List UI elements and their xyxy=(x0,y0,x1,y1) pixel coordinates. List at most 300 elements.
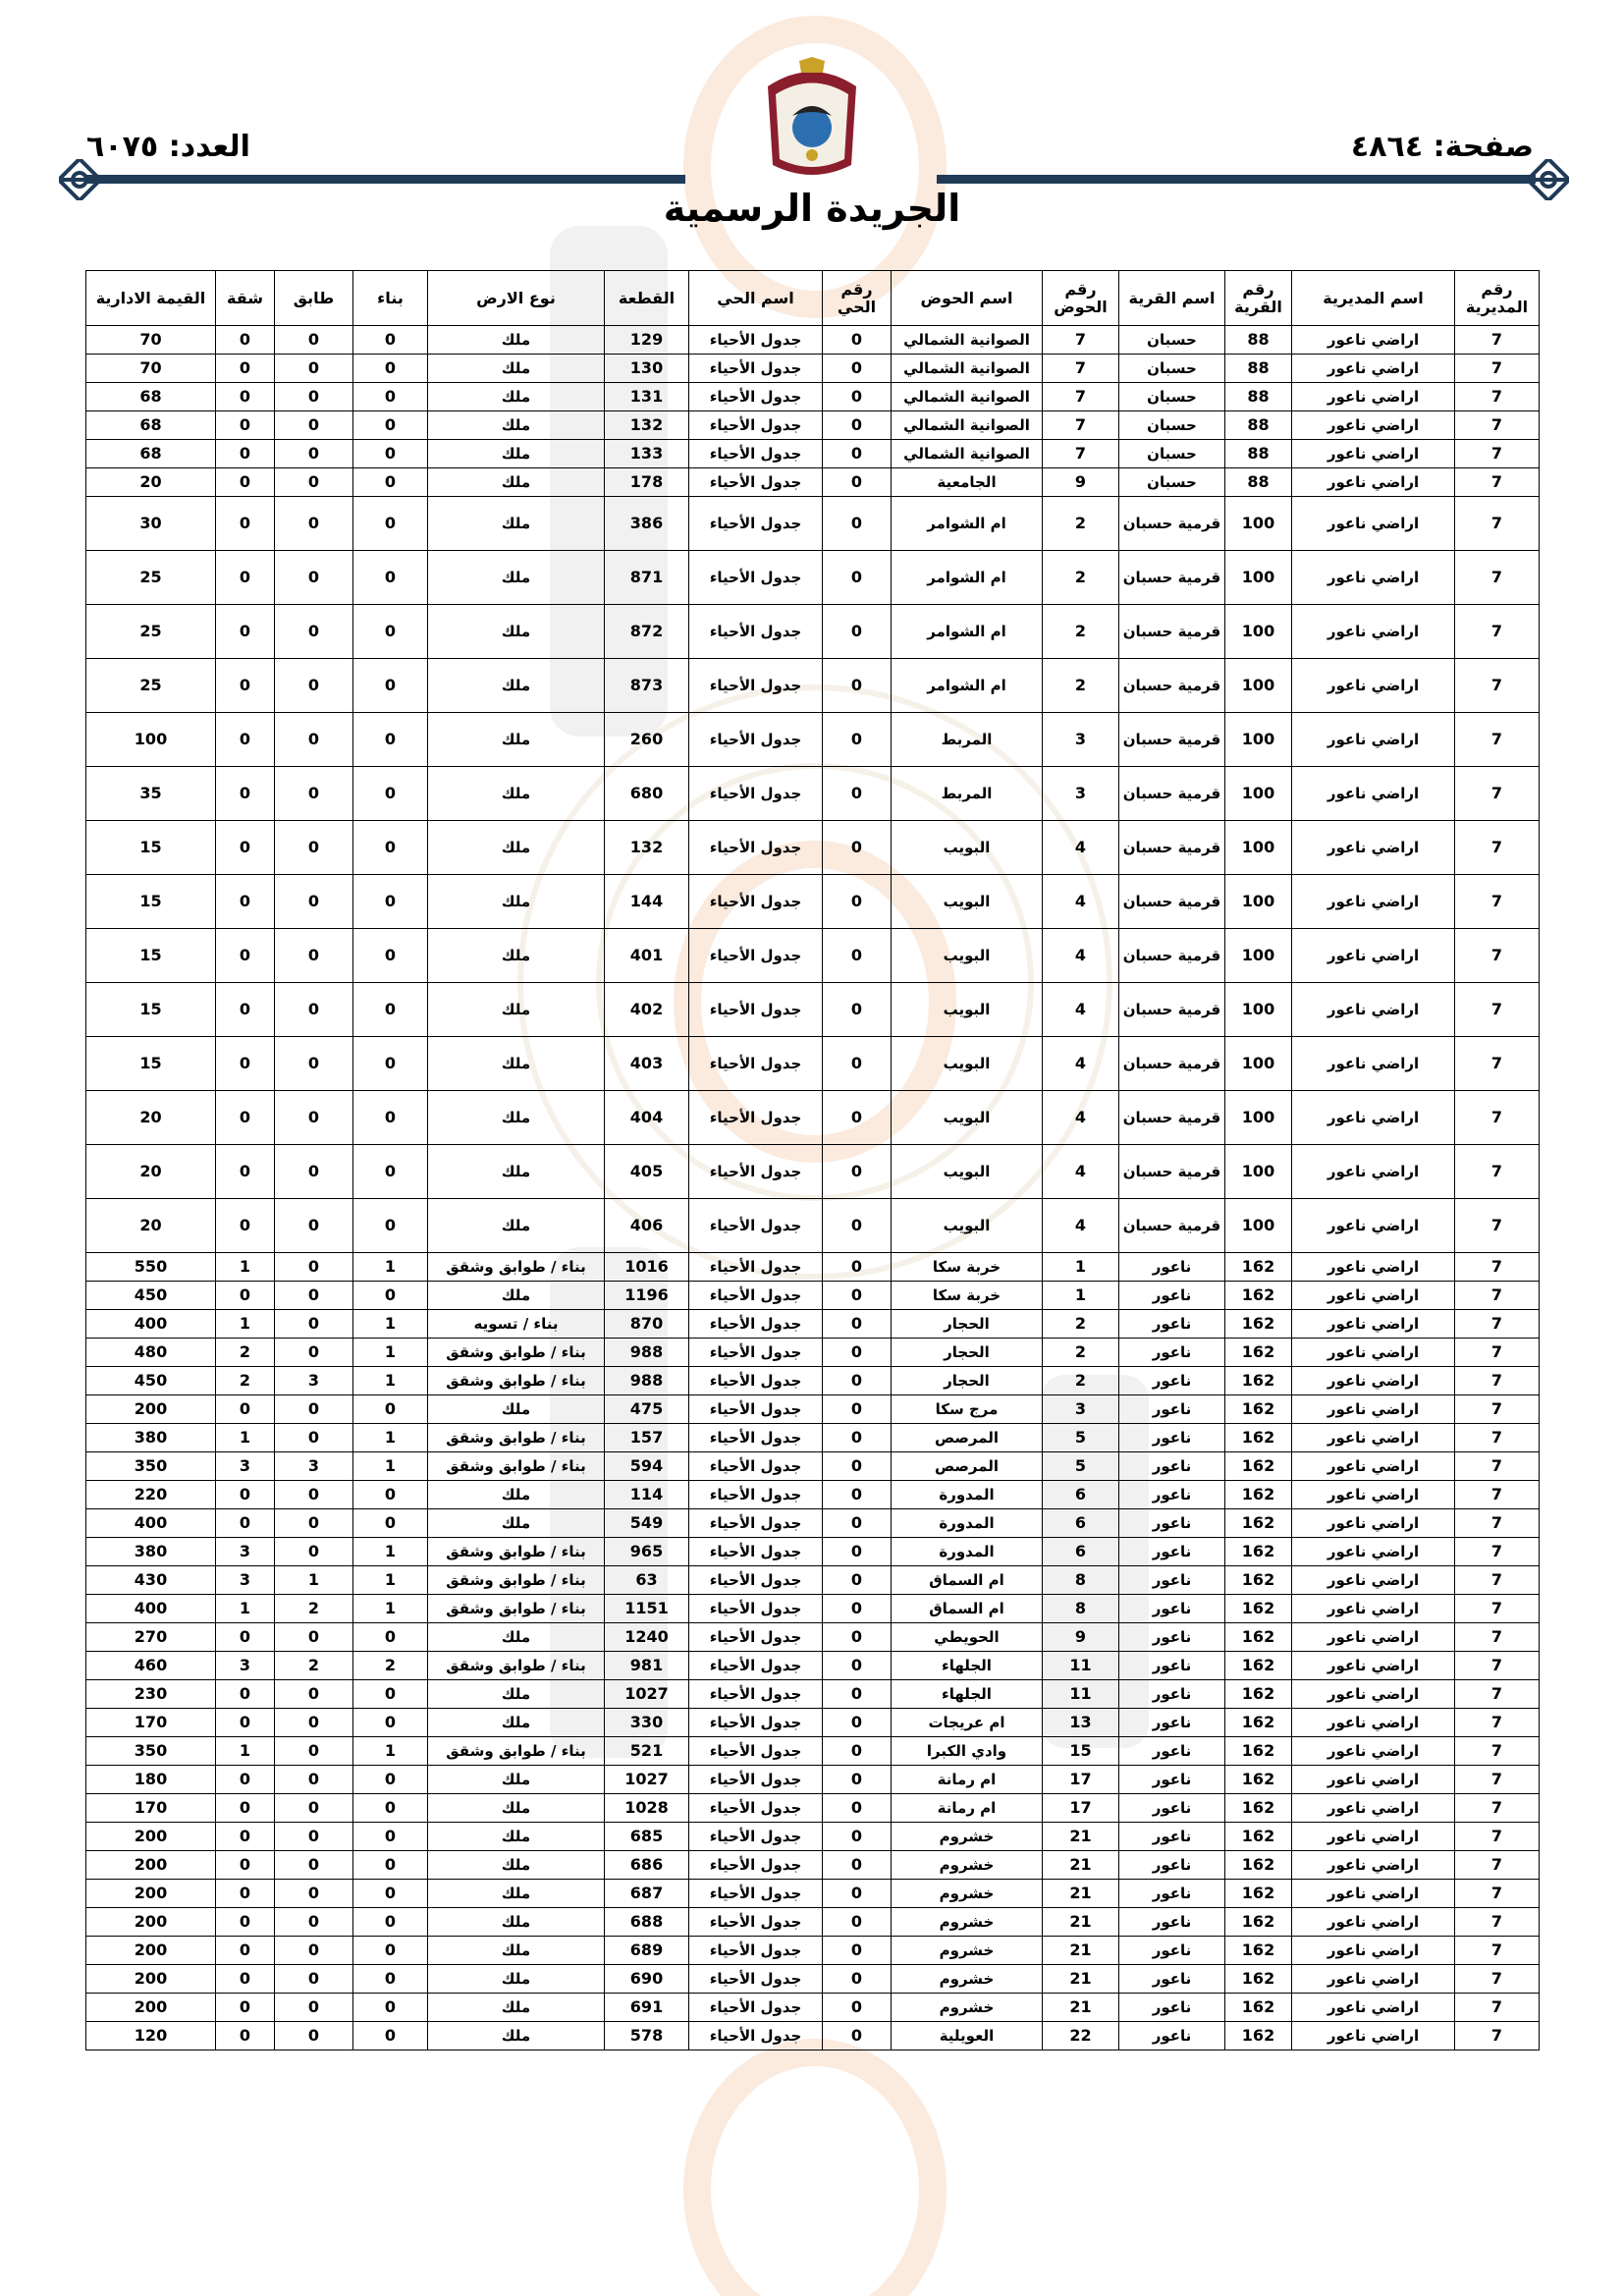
table-cell: جدول الأحياء xyxy=(689,411,823,440)
table-cell: حسبان xyxy=(1119,383,1225,411)
table-cell: 0 xyxy=(823,497,892,551)
table-cell: الحويطي xyxy=(892,1623,1043,1652)
table-cell: 0 xyxy=(823,1908,892,1937)
table-cell: 180 xyxy=(86,1766,216,1794)
table-cell: 0 xyxy=(823,767,892,821)
data-table xyxy=(85,270,1540,2050)
table-cell: الصوانية الشمالي xyxy=(892,440,1043,468)
table-row xyxy=(86,551,1540,605)
table-cell: ناعور xyxy=(1119,1994,1225,2022)
table-body xyxy=(86,326,1540,2050)
table-cell: 0 xyxy=(275,821,353,875)
table-cell: 0 xyxy=(275,1091,353,1145)
table-cell: ناعور xyxy=(1119,1766,1225,1794)
table-cell: خربة سكا xyxy=(892,1282,1043,1310)
table-cell: 0 xyxy=(216,1851,275,1880)
table-cell: 162 xyxy=(1225,1595,1292,1623)
table-cell: 0 xyxy=(353,1965,428,1994)
table-cell: 2 xyxy=(1043,605,1119,659)
table-cell: جدول الأحياء xyxy=(689,497,823,551)
table-cell: 0 xyxy=(216,383,275,411)
table-cell: ملك xyxy=(428,1091,605,1145)
table-cell: 21 xyxy=(1043,1880,1119,1908)
table-cell: اراضي ناعور xyxy=(1292,1481,1455,1509)
table-cell: 0 xyxy=(275,1282,353,1310)
table-cell: ملك xyxy=(428,875,605,929)
table-row xyxy=(86,1037,1540,1091)
table-cell: 0 xyxy=(216,713,275,767)
table-cell: 0 xyxy=(823,1091,892,1145)
table-cell: اراضي ناعور xyxy=(1292,1965,1455,1994)
table-cell: 144 xyxy=(605,875,689,929)
table-cell: 162 xyxy=(1225,1994,1292,2022)
table-cell: قرمية حسبان xyxy=(1119,497,1225,551)
table-cell: 0 xyxy=(353,440,428,468)
table-cell: حسبان xyxy=(1119,355,1225,383)
table-cell: جدول الأحياء xyxy=(689,1623,823,1652)
table-cell: ملك xyxy=(428,929,605,983)
column-header: اسم القرية xyxy=(1119,271,1225,326)
table-cell: جدول الأحياء xyxy=(689,1965,823,1994)
table-cell: 0 xyxy=(823,1823,892,1851)
table-cell: 7 xyxy=(1455,2022,1540,2050)
table-cell: 1 xyxy=(353,1424,428,1452)
page-header xyxy=(0,0,1624,265)
table-cell: اراضي ناعور xyxy=(1292,605,1455,659)
table-cell: 100 xyxy=(1225,659,1292,713)
table-cell: 100 xyxy=(1225,1091,1292,1145)
table-row xyxy=(86,1937,1540,1965)
table-cell: 687 xyxy=(605,1880,689,1908)
table-row xyxy=(86,1566,1540,1595)
table-cell: 0 xyxy=(823,1339,892,1367)
table-cell: ملك xyxy=(428,468,605,497)
table-cell: 220 xyxy=(86,1481,216,1509)
table-cell: 20 xyxy=(86,468,216,497)
table-cell: البويب xyxy=(892,821,1043,875)
table-cell: 5 xyxy=(1043,1424,1119,1452)
table-cell: 132 xyxy=(605,821,689,875)
table-cell: ناعور xyxy=(1119,1652,1225,1680)
table-cell: جدول الأحياء xyxy=(689,1481,823,1509)
table-cell: جدول الأحياء xyxy=(689,551,823,605)
table-cell: اراضي ناعور xyxy=(1292,1566,1455,1595)
table-cell: 3 xyxy=(216,1652,275,1680)
table-cell: 0 xyxy=(275,1339,353,1367)
table-row xyxy=(86,1367,1540,1395)
table-cell: 2 xyxy=(275,1652,353,1680)
table-cell: جدول الأحياء xyxy=(689,605,823,659)
table-cell: 0 xyxy=(353,1937,428,1965)
table-row xyxy=(86,1595,1540,1623)
table-cell: اراضي ناعور xyxy=(1292,1680,1455,1709)
table-cell: 549 xyxy=(605,1509,689,1538)
table-cell: 7 xyxy=(1455,1367,1540,1395)
table-cell: 7 xyxy=(1455,326,1540,355)
table-cell: 0 xyxy=(275,468,353,497)
table-cell: 7 xyxy=(1455,1965,1540,1994)
table-cell: 1 xyxy=(353,1538,428,1566)
table-cell: 162 xyxy=(1225,1424,1292,1452)
table-cell: 7 xyxy=(1043,411,1119,440)
table-row xyxy=(86,1623,1540,1652)
table-row xyxy=(86,1994,1540,2022)
table-cell: 0 xyxy=(216,1880,275,1908)
table-cell: 0 xyxy=(275,1623,353,1652)
table-cell: 7 xyxy=(1455,1680,1540,1709)
table-cell: جدول الأحياء xyxy=(689,1566,823,1595)
table-cell: جدول الأحياء xyxy=(689,1452,823,1481)
table-cell: ناعور xyxy=(1119,1965,1225,1994)
table-row xyxy=(86,1395,1540,1424)
table-cell: المربط xyxy=(892,713,1043,767)
table-cell: 15 xyxy=(86,821,216,875)
table-cell: ام رمانة xyxy=(892,1794,1043,1823)
table-cell: 7 xyxy=(1455,1037,1540,1091)
table-cell: جدول الأحياء xyxy=(689,1766,823,1794)
table-cell: 100 xyxy=(1225,929,1292,983)
table-cell: 0 xyxy=(275,1766,353,1794)
table-row xyxy=(86,1253,1540,1282)
table-cell: بناء / طوابق وشقق xyxy=(428,1737,605,1766)
table-cell: 162 xyxy=(1225,1908,1292,1937)
table-row xyxy=(86,1145,1540,1199)
table-cell: 0 xyxy=(823,605,892,659)
table-cell: بناء / طوابق وشقق xyxy=(428,1452,605,1481)
table-cell: 0 xyxy=(823,983,892,1037)
table-cell: 6 xyxy=(1043,1538,1119,1566)
table-cell: 70 xyxy=(86,355,216,383)
column-header: القيمة الادارية xyxy=(86,271,216,326)
table-cell: 0 xyxy=(353,983,428,1037)
table-cell: اراضي ناعور xyxy=(1292,1595,1455,1623)
table-cell: 0 xyxy=(823,1395,892,1424)
table-cell: 350 xyxy=(86,1452,216,1481)
table-cell: حسبان xyxy=(1119,468,1225,497)
table-cell: ملك xyxy=(428,1994,605,2022)
table-cell: اراضي ناعور xyxy=(1292,1937,1455,1965)
table-cell: 162 xyxy=(1225,1367,1292,1395)
table-cell: 3 xyxy=(216,1566,275,1595)
table-cell: 691 xyxy=(605,1994,689,2022)
table-cell: 7 xyxy=(1455,1737,1540,1766)
table-cell: 0 xyxy=(353,1766,428,1794)
table-cell: 689 xyxy=(605,1937,689,1965)
table-cell: 200 xyxy=(86,1908,216,1937)
table-cell: 4 xyxy=(1043,983,1119,1037)
table-cell: 7 xyxy=(1455,1652,1540,1680)
table-cell: 0 xyxy=(353,551,428,605)
table-cell: 8 xyxy=(1043,1566,1119,1595)
table-cell: اراضي ناعور xyxy=(1292,929,1455,983)
table-cell: 7 xyxy=(1455,1880,1540,1908)
table-cell: جدول الأحياء xyxy=(689,1509,823,1538)
table-cell: ام الشوامر xyxy=(892,497,1043,551)
table-cell: 0 xyxy=(353,326,428,355)
table-cell: 0 xyxy=(353,1623,428,1652)
table-cell: حسبان xyxy=(1119,411,1225,440)
table-cell: 162 xyxy=(1225,1509,1292,1538)
table-cell: 7 xyxy=(1455,1851,1540,1880)
table-row xyxy=(86,1199,1540,1253)
land-value-table xyxy=(86,270,1540,2050)
table-cell: 7 xyxy=(1455,440,1540,468)
table-cell: 0 xyxy=(275,1994,353,2022)
table-cell: 0 xyxy=(823,1709,892,1737)
table-cell: 1027 xyxy=(605,1766,689,1794)
table-cell: اراضي ناعور xyxy=(1292,2022,1455,2050)
table-cell: ام عريجات xyxy=(892,1709,1043,1737)
table-cell: 0 xyxy=(823,383,892,411)
table-cell: 1 xyxy=(216,1253,275,1282)
gazette-title: الجريدة الرسمية xyxy=(663,187,961,230)
table-cell: اراضي ناعور xyxy=(1292,1452,1455,1481)
table-cell: 9 xyxy=(1043,1623,1119,1652)
table-cell: 0 xyxy=(353,468,428,497)
table-cell: 0 xyxy=(823,355,892,383)
table-cell: ناعور xyxy=(1119,1794,1225,1823)
table-cell: 594 xyxy=(605,1452,689,1481)
table-cell: 0 xyxy=(275,2022,353,2050)
table-cell: ام الشوامر xyxy=(892,605,1043,659)
table-row xyxy=(86,1310,1540,1339)
table-cell: 100 xyxy=(1225,551,1292,605)
table-cell: 1240 xyxy=(605,1623,689,1652)
table-cell: 0 xyxy=(823,411,892,440)
table-cell: 21 xyxy=(1043,1965,1119,1994)
table-cell: جدول الأحياء xyxy=(689,355,823,383)
table-cell: ام رمانة xyxy=(892,1766,1043,1794)
table-cell: 965 xyxy=(605,1538,689,1566)
table-cell: ملك xyxy=(428,1680,605,1709)
table-cell: جدول الأحياء xyxy=(689,1253,823,1282)
coat-of-arms-icon xyxy=(758,57,866,185)
table-row xyxy=(86,821,1540,875)
table-cell: جدول الأحياء xyxy=(689,383,823,411)
table-cell: 4 xyxy=(1043,929,1119,983)
table-cell: قرمية حسبان xyxy=(1119,929,1225,983)
table-cell: 475 xyxy=(605,1395,689,1424)
table-cell: ملك xyxy=(428,1880,605,1908)
column-header: اسم المديرية xyxy=(1292,271,1455,326)
table-cell: 4 xyxy=(1043,1145,1119,1199)
table-cell: اراضي ناعور xyxy=(1292,551,1455,605)
table-cell: جدول الأحياء xyxy=(689,1367,823,1395)
table-cell: 0 xyxy=(823,1994,892,2022)
table-cell: 1 xyxy=(353,1566,428,1595)
table-cell: 0 xyxy=(823,1623,892,1652)
table-cell: 0 xyxy=(275,1424,353,1452)
table-cell: اراضي ناعور xyxy=(1292,1908,1455,1937)
table-cell: جدول الأحياء xyxy=(689,2022,823,2050)
table-cell: 0 xyxy=(823,1794,892,1823)
table-cell: قرمية حسبان xyxy=(1119,1145,1225,1199)
table-cell: 0 xyxy=(353,1680,428,1709)
table-cell: 0 xyxy=(216,1037,275,1091)
table-cell: 7 xyxy=(1455,767,1540,821)
table-cell: 400 xyxy=(86,1595,216,1623)
table-cell: اراضي ناعور xyxy=(1292,1282,1455,1310)
table-cell: 0 xyxy=(275,1937,353,1965)
table-cell: جدول الأحياء xyxy=(689,929,823,983)
table-cell: اراضي ناعور xyxy=(1292,1823,1455,1851)
table-cell: اراضي ناعور xyxy=(1292,1395,1455,1424)
table-cell: اراضي ناعور xyxy=(1292,767,1455,821)
table-cell: 0 xyxy=(353,1908,428,1937)
table-cell: خشروم xyxy=(892,1965,1043,1994)
table-cell: الحجار xyxy=(892,1339,1043,1367)
table-cell: 460 xyxy=(86,1652,216,1680)
table-cell: ناعور xyxy=(1119,1566,1225,1595)
table-cell: 7 xyxy=(1455,1253,1540,1282)
table-cell: 0 xyxy=(823,1965,892,1994)
table-cell: 25 xyxy=(86,605,216,659)
table-cell: 100 xyxy=(1225,821,1292,875)
table-cell: 200 xyxy=(86,1994,216,2022)
table-cell: 690 xyxy=(605,1965,689,1994)
table-cell: 15 xyxy=(86,1037,216,1091)
table-cell: 0 xyxy=(823,1880,892,1908)
table-cell: 0 xyxy=(823,1737,892,1766)
table-cell: ملك xyxy=(428,1623,605,1652)
table-cell: 7 xyxy=(1455,659,1540,713)
table-cell: الجلهاء xyxy=(892,1652,1043,1680)
table-cell: 35 xyxy=(86,767,216,821)
table-cell: 871 xyxy=(605,551,689,605)
table-cell: 7 xyxy=(1455,1595,1540,1623)
table-cell: المرصص xyxy=(892,1424,1043,1452)
table-cell: 0 xyxy=(823,326,892,355)
table-cell: 0 xyxy=(216,1937,275,1965)
table-row xyxy=(86,355,1540,383)
table-cell: جدول الأحياء xyxy=(689,468,823,497)
table-cell: ملك xyxy=(428,605,605,659)
table-cell: قرمية حسبان xyxy=(1119,767,1225,821)
table-cell: 3 xyxy=(216,1452,275,1481)
table-cell: ناعور xyxy=(1119,1282,1225,1310)
table-cell: 5 xyxy=(1043,1452,1119,1481)
table-cell: 7 xyxy=(1455,1937,1540,1965)
table-cell: 21 xyxy=(1043,1823,1119,1851)
table-cell: 21 xyxy=(1043,1994,1119,2022)
table-cell: الصوانية الشمالي xyxy=(892,355,1043,383)
table-cell: بناء / تسويه xyxy=(428,1310,605,1339)
table-cell: 400 xyxy=(86,1310,216,1339)
table-cell: 0 xyxy=(823,1937,892,1965)
table-cell: 7 xyxy=(1455,497,1540,551)
table-cell: 0 xyxy=(353,1481,428,1509)
table-cell: اراضي ناعور xyxy=(1292,1424,1455,1452)
table-cell: المدورة xyxy=(892,1538,1043,1566)
table-cell: 21 xyxy=(1043,1908,1119,1937)
table-cell: جدول الأحياء xyxy=(689,875,823,929)
table-cell: 162 xyxy=(1225,2022,1292,2050)
table-cell: 162 xyxy=(1225,1623,1292,1652)
table-cell: قرمية حسبان xyxy=(1119,605,1225,659)
table-cell: 0 xyxy=(823,468,892,497)
table-cell: 0 xyxy=(275,1037,353,1091)
table-cell: 0 xyxy=(216,1509,275,1538)
table-cell: 0 xyxy=(353,1851,428,1880)
table-cell: 0 xyxy=(275,1680,353,1709)
table-cell: خشروم xyxy=(892,1823,1043,1851)
table-cell: مرج سكا xyxy=(892,1395,1043,1424)
header-rule-left xyxy=(86,175,685,184)
table-cell: ملك xyxy=(428,355,605,383)
table-cell: 0 xyxy=(275,1538,353,1566)
table-cell: 0 xyxy=(275,551,353,605)
table-cell: 981 xyxy=(605,1652,689,1680)
table-cell: ملك xyxy=(428,659,605,713)
table-cell: الصوانية الشمالي xyxy=(892,383,1043,411)
table-row xyxy=(86,605,1540,659)
table-cell: اراضي ناعور xyxy=(1292,1145,1455,1199)
table-cell: اراضي ناعور xyxy=(1292,1709,1455,1737)
table-cell: 0 xyxy=(823,1310,892,1339)
table-cell: 100 xyxy=(1225,875,1292,929)
table-cell: خشروم xyxy=(892,1937,1043,1965)
table-cell: 0 xyxy=(216,605,275,659)
table-cell: 350 xyxy=(86,1737,216,1766)
table-cell: 1 xyxy=(216,1737,275,1766)
table-cell: 0 xyxy=(275,326,353,355)
table-cell: 0 xyxy=(823,1652,892,1680)
table-cell: 7 xyxy=(1455,1709,1540,1737)
table-cell: 20 xyxy=(86,1199,216,1253)
table-cell: 120 xyxy=(86,2022,216,2050)
table-cell: ناعور xyxy=(1119,1538,1225,1566)
table-cell: بناء / طوابق وشقق xyxy=(428,1652,605,1680)
table-cell: جدول الأحياء xyxy=(689,1424,823,1452)
column-header: رقم الحي xyxy=(823,271,892,326)
table-cell: 0 xyxy=(275,1851,353,1880)
table-cell: 1 xyxy=(216,1595,275,1623)
table-row xyxy=(86,1737,1540,1766)
table-cell: 450 xyxy=(86,1367,216,1395)
table-cell: 1 xyxy=(353,1339,428,1367)
table-cell: 178 xyxy=(605,468,689,497)
table-cell: ام السماق xyxy=(892,1566,1043,1595)
table-cell: 0 xyxy=(275,1481,353,1509)
table-cell: 0 xyxy=(275,875,353,929)
table-row xyxy=(86,1424,1540,1452)
table-cell: جدول الأحياء xyxy=(689,1595,823,1623)
table-row xyxy=(86,1880,1540,1908)
table-cell: 7 xyxy=(1455,929,1540,983)
table-cell: 7 xyxy=(1455,1282,1540,1310)
table-cell: الصوانية الشمالي xyxy=(892,326,1043,355)
table-cell: 0 xyxy=(275,1253,353,1282)
table-cell: 162 xyxy=(1225,1395,1292,1424)
table-cell: قرمية حسبان xyxy=(1119,1199,1225,1253)
table-cell: ملك xyxy=(428,1965,605,1994)
table-cell: 88 xyxy=(1225,383,1292,411)
table-cell: 7 xyxy=(1455,1766,1540,1794)
table-cell: 7 xyxy=(1455,1310,1540,1339)
table-cell: قرمية حسبان xyxy=(1119,875,1225,929)
table-cell: 1016 xyxy=(605,1253,689,1282)
table-cell: اراضي ناعور xyxy=(1292,1339,1455,1367)
table-cell: 68 xyxy=(86,411,216,440)
table-cell: 100 xyxy=(1225,767,1292,821)
table-cell: 0 xyxy=(275,411,353,440)
table-cell: اراضي ناعور xyxy=(1292,1766,1455,1794)
table-cell: المربط xyxy=(892,767,1043,821)
table-cell: خربة سكا xyxy=(892,1253,1043,1282)
table-cell: 6 xyxy=(1043,1481,1119,1509)
table-cell: قرمية حسبان xyxy=(1119,983,1225,1037)
table-cell: 1 xyxy=(216,1424,275,1452)
